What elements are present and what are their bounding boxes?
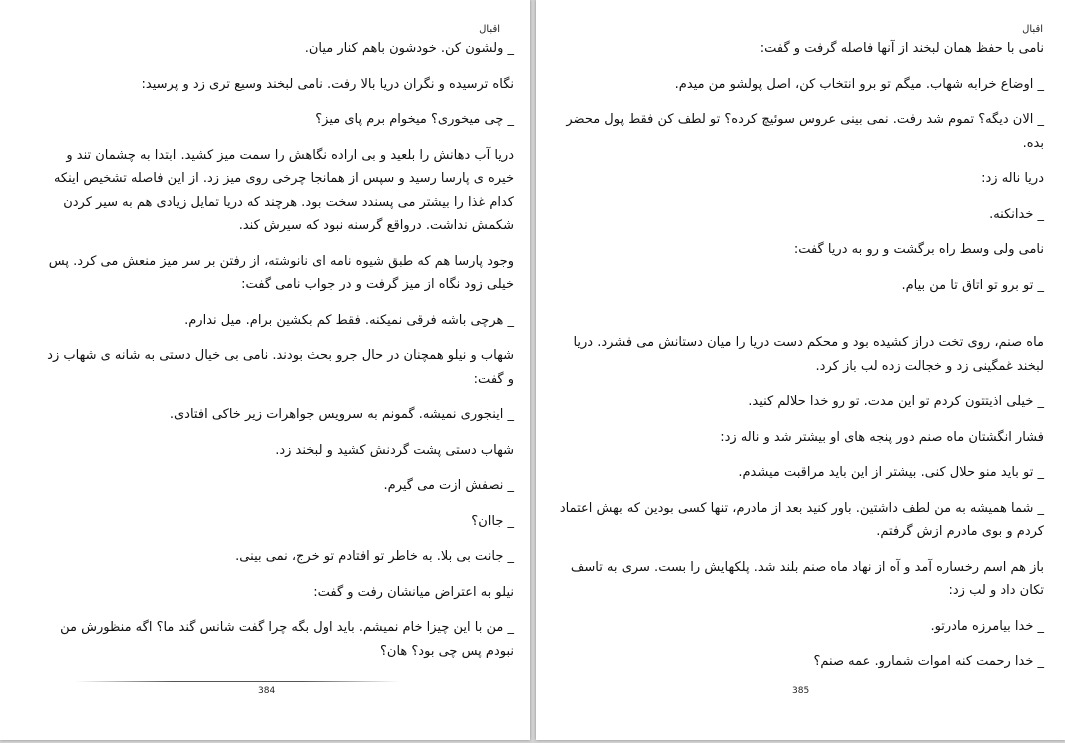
paragraph: _ ولشون کن. خودشون باهم کنار میان.	[304, 41, 514, 56]
paragraph: _ خدانکنه.	[989, 206, 1044, 222]
paragraph: _ خدا رحمت کنه اموات شمارو. عمه صنم؟	[813, 654, 1044, 669]
paragraph: دریا آب دهانش را بلعید و بی اراده نگاهش را سمت میز کشید. ابتدا به چشمان تند و خیره ی پارسا رسید و سپس از همانجا چرخی روی میز زد. از این فاصله تشخیص اینکه کدام غذا را بیشتر می پسندد سخت بود. هرچند که دریا تمایل زیادی هم به سیر کردن شکمش نداشت. درواقع گرسنه نبود که سیرش کند.	[53, 147, 514, 233]
paragraph: _ الان دیگه؟ تموم شد رفت. نمی بینی عروس سوئیچ کرده؟ تو لطف کن فقط پول محضر بده.	[566, 112, 1044, 151]
paragraph: _ اوضاع خرابه شهاب. میگم تو برو انتخاب کن، اصل پولشو من میدم.	[674, 76, 1044, 92]
page-body	[44, 37, 514, 675]
paragraph: نگاه ترسیده و نگران دریا بالا رفت. نامی لبخند وسیع تری زد و پرسید:	[141, 76, 514, 92]
paragraph: شهاب دستی پشت گردنش کشید و لبخند زد.	[275, 442, 514, 458]
paragraph: فشار انگشتان ماه صنم دور پنجه های او بیشتر شد و ناله زد:	[720, 429, 1044, 445]
paragraph: نامی ولی وسط راه برگشت و رو به دریا گفت:	[793, 242, 1044, 257]
running-header: اقبال	[479, 24, 500, 35]
paragraph: _ من با این چیزا خام نمیشم. باید اول بگه چرا گفت شانس گند ما؟ اگه منظورش من نبودم پس چی بود؟ هان؟	[60, 620, 514, 659]
running-header: اقبال	[1022, 24, 1043, 35]
paragraph: _ جاان؟	[471, 513, 514, 529]
paragraph: _ تو باید منو حلال کنی. بیشتر از این باید مراقبت میشدم.	[738, 465, 1044, 480]
paragraph: نیلو به اعتراض میانشان رفت و گفت:	[313, 584, 514, 600]
paragraph: _ شما همیشه به من لطف داشتین. باور کنید بعد از مادرم، تنها کسی بودین که بهش اعتماد کردم و بوی مادرم ازش گرفتم.	[559, 500, 1044, 539]
paragraph: _ نصفش ازت می گیرم.	[383, 478, 514, 493]
page-number: 385	[792, 686, 810, 696]
paragraph: وجود پارسا هم که طبق شیوه نامه ای نانوشته، از رفتن بر سر میز منعش می کرد. پس خیلی زود نگاه از میز گرفت و در جواب نامی گفت:	[48, 253, 514, 292]
paragraph: _ جانت بی بلا. به خاطر تو افتادم تو خرج، نمی بینی.	[235, 549, 514, 564]
page-number: 384	[258, 686, 276, 696]
left-page	[0, 0, 530, 740]
page-body	[556, 37, 1044, 686]
paragraph: _ تو برو تو اتاق تا من بیام.	[901, 277, 1044, 293]
paragraph: _ خدا بیامرزه مادرتو.	[930, 618, 1044, 634]
paragraph: نامی با حفظ همان لبخند از آنها فاصله گرفت و گفت:	[759, 41, 1044, 56]
right-page	[536, 0, 1065, 740]
paragraph: _ چی میخوری؟ میخوام برم پای میز؟	[315, 112, 514, 127]
paragraph: دریا ناله زد:	[981, 171, 1044, 186]
paragraph: _ هرچی باشه فرقی نمیکنه. فقط کم بکشین برام. میل ندارم.	[184, 312, 514, 328]
footer-rule	[75, 681, 400, 682]
paragraph: ماه صنم، روی تخت دراز کشیده بود و محکم دست دریا را میان دستانش می فشرد. دریا لبخند غمگینی زد و خجالت زده لب باز کرد.	[573, 335, 1044, 374]
paragraph: شهاب و نیلو همچنان در حال جرو بحث بودند. نامی بی خیال دستی به شانه ی شهاب زد و گفت:	[47, 348, 514, 387]
paragraph: باز هم اسم رخساره آمد و آه از نهاد ماه صنم بلند شد. پلکهایش را بست. سری به تاسف تکان داد و لب زد:	[570, 559, 1044, 598]
paragraph: _ اینجوری نمیشه. گمونم به سرویس جواهرات زیر خاکی افتادی.	[169, 407, 514, 422]
paragraph: _ خیلی اذیتتون کردم تو این مدت. تو رو خدا حلالم کنید.	[748, 394, 1044, 409]
